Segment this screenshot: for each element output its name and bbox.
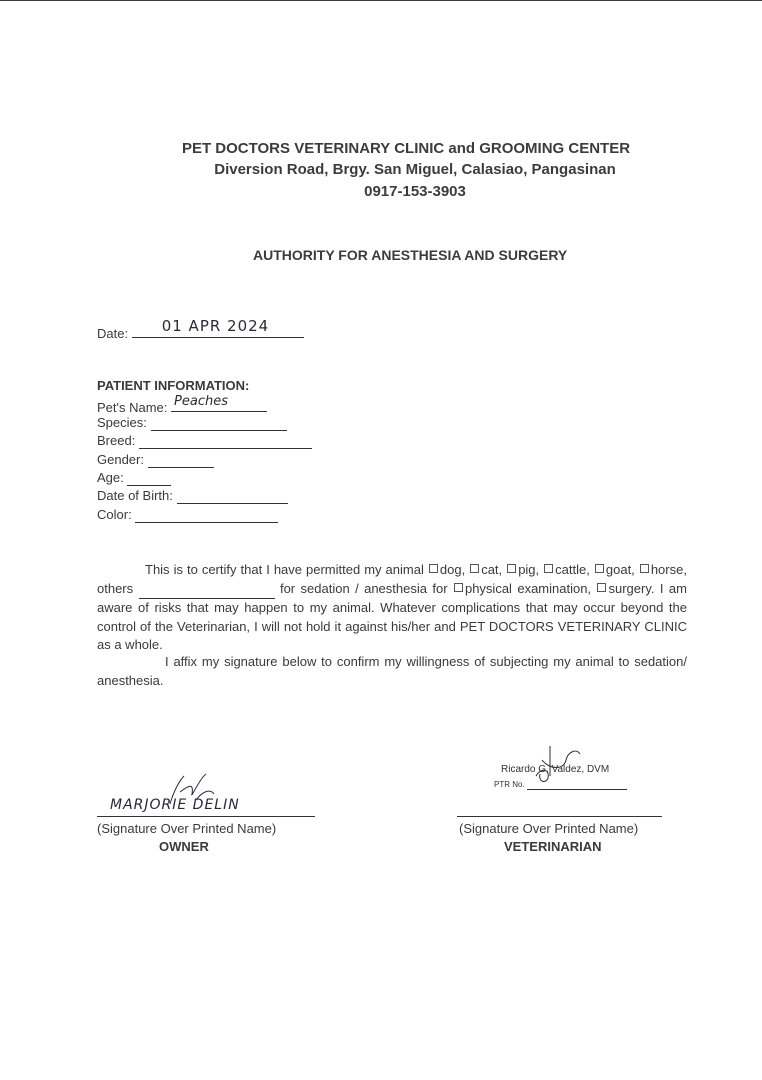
consent-text-1: This is to certify that I have permitted my animal xyxy=(145,562,424,577)
dob-line xyxy=(177,488,288,504)
clinic-name: PET DOCTORS VETERINARY CLINIC and GROOMING CENTER xyxy=(181,140,631,157)
age-line xyxy=(127,470,171,486)
option-cat: cat, xyxy=(481,562,503,577)
checkbox-physical-exam[interactable] xyxy=(454,583,463,592)
gender-field xyxy=(97,452,214,468)
clinic-address: Diversion Road, Brgy. San Miguel, Calasiao, Pangasinan xyxy=(214,161,616,178)
others-line xyxy=(139,580,275,600)
date-value: 01 APR 2024 xyxy=(161,317,270,335)
dob-field xyxy=(97,488,288,504)
option-goat: goat, xyxy=(605,562,635,577)
checkbox-cattle[interactable] xyxy=(544,564,553,573)
affix-paragraph xyxy=(97,653,687,690)
owner-signature-line xyxy=(97,816,315,817)
option-physical-exam: physical examination, xyxy=(464,580,592,596)
date-label: Date: xyxy=(97,326,129,341)
vet-signature-label: (Signature Over Printed Name) xyxy=(459,821,639,836)
pet-name-line xyxy=(171,394,267,412)
owner-role: OWNER xyxy=(159,839,209,854)
species-field xyxy=(97,415,287,431)
option-horse-others: horse, others xyxy=(97,562,687,596)
owner-printed-name: MARJORIE DELIN xyxy=(110,797,240,813)
checkbox-horse[interactable] xyxy=(640,564,649,573)
breed-label: Breed: xyxy=(97,433,136,448)
vet-stamp-name: Ricardo G. Valdez, DVM xyxy=(501,764,610,775)
vet-ptr-label: PTR No. xyxy=(494,780,525,789)
gender-line xyxy=(148,452,214,468)
owner-signature-label: (Signature Over Printed Name) xyxy=(97,821,277,836)
consent-paragraph xyxy=(97,561,687,655)
option-dog: dog, xyxy=(439,562,466,577)
date-field xyxy=(97,317,304,341)
color-line xyxy=(135,507,278,523)
vet-ptr-line xyxy=(527,780,627,790)
species-line xyxy=(151,415,287,431)
clinic-phone: 0917-153-3903 xyxy=(364,183,466,200)
vet-ptr-field xyxy=(494,780,627,790)
option-surgery: surgery. xyxy=(608,580,655,596)
vet-signature-line xyxy=(457,816,662,817)
pet-name-value: Peaches xyxy=(174,394,228,409)
age-label: Age: xyxy=(97,470,124,485)
checkbox-dog[interactable] xyxy=(429,564,438,573)
patient-section-title: PATIENT INFORMATION: xyxy=(97,378,250,393)
option-pig: pig, xyxy=(518,562,540,577)
breed-field xyxy=(97,433,312,449)
document-title: AUTHORITY FOR ANESTHESIA AND SURGERY xyxy=(253,247,568,263)
checkbox-cat[interactable] xyxy=(470,564,479,573)
option-cattle: cattle, xyxy=(555,562,590,577)
gender-label: Gender: xyxy=(97,452,144,467)
vet-signature-scribble xyxy=(520,740,590,785)
affix-text: I affix my signature below to confirm my willingness of subjecting my animal to sedation/ anesthesia. xyxy=(97,654,687,688)
color-label: Color: xyxy=(97,507,132,522)
vet-role: VETERINARIAN xyxy=(504,839,602,854)
consent-text-2: for sedation / anesthesia for xyxy=(279,580,448,596)
pet-name-label: Pet's Name: xyxy=(97,400,168,415)
checkbox-goat[interactable] xyxy=(595,564,604,573)
checkbox-surgery[interactable] xyxy=(597,583,606,592)
consent-text-3: I am aware of risks that may happen to my animal. Whatever complications that may occur beyond the control of the Veterinarian, I will not hold it against his/her and PET DOCTORS VETERINARY CLINIC as a whole. xyxy=(97,580,687,652)
date-line xyxy=(132,317,304,338)
checkbox-pig[interactable] xyxy=(507,564,516,573)
dob-label: Date of Birth: xyxy=(97,488,173,503)
age-field xyxy=(97,470,171,486)
color-field xyxy=(97,507,278,523)
species-label: Species: xyxy=(97,415,147,430)
scan-top-edge xyxy=(0,0,762,1)
pet-name-field xyxy=(97,394,267,415)
breed-line xyxy=(139,433,312,449)
